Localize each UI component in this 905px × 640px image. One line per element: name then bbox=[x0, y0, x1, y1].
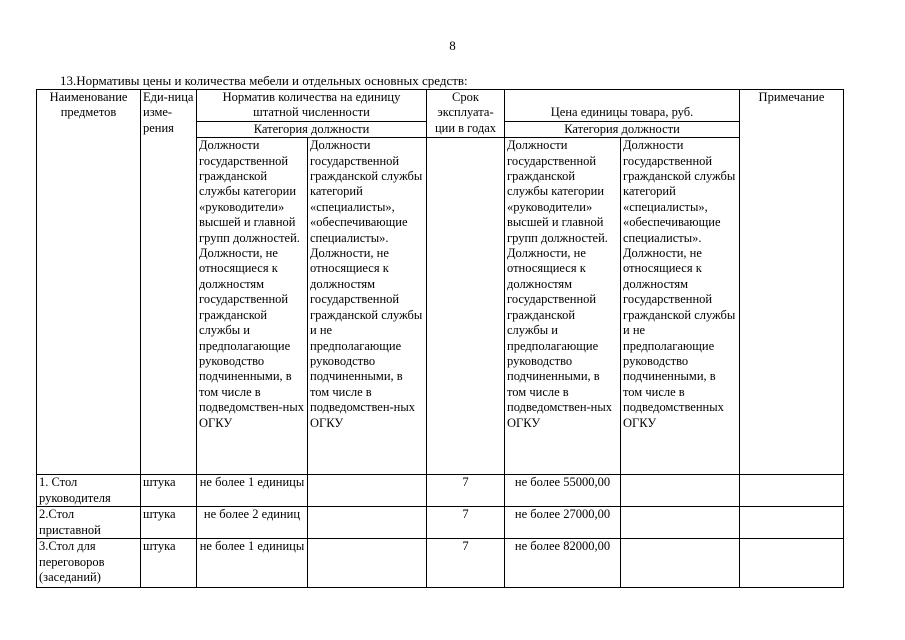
header-category-price: Категория должности bbox=[505, 121, 740, 137]
row-unit: штука bbox=[141, 475, 197, 507]
row-price-managers: не более 27000,00 bbox=[505, 507, 621, 539]
table-row bbox=[37, 539, 844, 588]
header-unit-price: Цена единицы товара, руб. bbox=[505, 90, 740, 122]
row-name: 2.Стол приставной bbox=[37, 507, 141, 539]
section-title: 13.Нормативы цены и количества мебели и отдельных основных средств: bbox=[60, 73, 468, 88]
header-note: Примечание bbox=[740, 90, 844, 475]
row-note bbox=[740, 539, 844, 588]
row-name: 1. Стол руководителя bbox=[37, 475, 141, 507]
header-cat-specialists-price: Должности государственной гражданской службы категорий «специалисты», «обеспечивающие специалисты». Должности, не относящиеся к должностям государственной гражданской службы и не предполагающие руководство подчиненными, в том числе в подведомственных ОГКУ bbox=[621, 138, 740, 475]
row-life: 7 bbox=[427, 507, 505, 539]
header-cat-managers-qty: Должности государственной гражданской службы категории «руководители» высшей и главной групп должностей. Должности, не относящиеся к должностям государственной гражданской службы и предполагающие руководство подчиненными, в том числе в подведомствен-ных ОГКУ bbox=[197, 138, 308, 475]
header-service-life: Срок эксплуата-ции в годах bbox=[427, 90, 505, 138]
row-price-specialists bbox=[621, 475, 740, 507]
header-category-qty: Категория должности bbox=[197, 121, 427, 137]
row-qty-managers: не более 2 единиц bbox=[197, 507, 308, 539]
row-price-specialists bbox=[621, 539, 740, 588]
header-cat-managers-price: Должности государственной гражданской службы категории «руководители» высшей и главной групп должностей. Должности, не относящиеся к должностям государственной гражданской службы и предполагающие руководство подчиненными, в том числе в подведомствен-ных ОГКУ bbox=[505, 138, 621, 475]
header-name: Наименование предметов bbox=[37, 90, 141, 475]
row-name: 3.Стол для переговоров (заседаний) bbox=[37, 539, 141, 588]
row-unit: штука bbox=[141, 507, 197, 539]
row-unit: штука bbox=[141, 539, 197, 588]
table-row bbox=[37, 475, 844, 507]
row-price-managers: не более 82000,00 bbox=[505, 539, 621, 588]
row-qty-specialists bbox=[308, 507, 427, 539]
row-price-managers: не более 55000,00 bbox=[505, 475, 621, 507]
row-life: 7 bbox=[427, 475, 505, 507]
table-row bbox=[37, 507, 844, 539]
row-qty-managers: не более 1 единицы bbox=[197, 539, 308, 588]
row-qty-specialists bbox=[308, 475, 427, 507]
header-cat-specialists-qty: Должности государственной гражданской службы категорий «специалисты», «обеспечивающие специалисты». Должности, не относящиеся к должностям государственной гражданской службы и не предполагающие руководство подчиненными, в том числе в подведомствен-ных ОГКУ bbox=[308, 138, 427, 475]
row-note bbox=[740, 475, 844, 507]
row-note bbox=[740, 507, 844, 539]
header-unit: Еди-ница изме-рения bbox=[141, 90, 197, 475]
header-service-life-blank bbox=[427, 138, 505, 475]
page-number: 8 bbox=[449, 38, 456, 53]
header-row-1 bbox=[37, 90, 844, 122]
row-qty-specialists bbox=[308, 539, 427, 588]
row-qty-managers: не более 1 единицы bbox=[197, 475, 308, 507]
header-quantity-norm: Норматив количества на единицу штатной численности bbox=[197, 90, 427, 122]
norms-table bbox=[36, 89, 844, 588]
row-price-specialists bbox=[621, 507, 740, 539]
row-life: 7 bbox=[427, 539, 505, 588]
